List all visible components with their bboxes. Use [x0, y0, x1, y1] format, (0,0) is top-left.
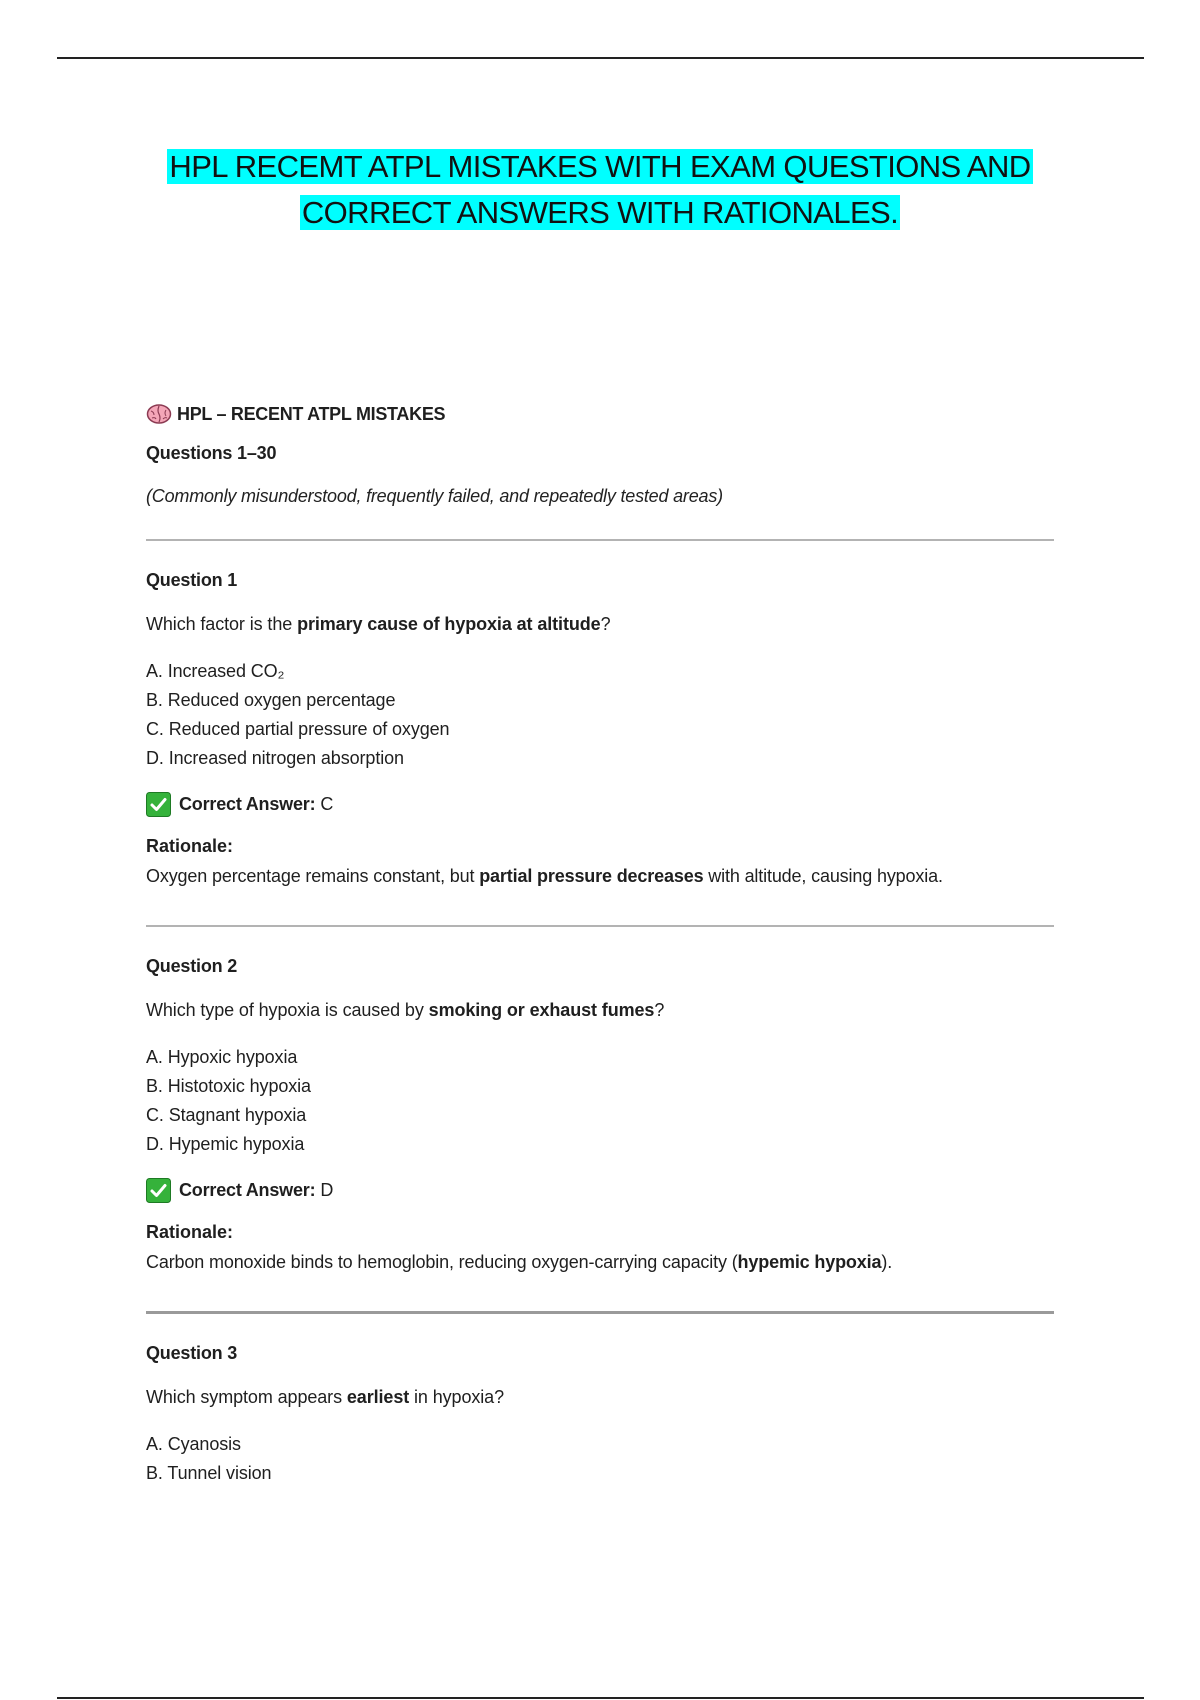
- option-d: D. Increased nitrogen absorption: [146, 748, 404, 768]
- divider: [146, 925, 1054, 927]
- question-label: Question 1: [146, 570, 238, 590]
- question-1: [146, 569, 1056, 889]
- option-b: B. Histotoxic hypoxia: [146, 1076, 311, 1096]
- question-label: Question 2: [146, 956, 238, 976]
- question-text: [146, 999, 1056, 1021]
- rationale-part: ).: [881, 1252, 893, 1272]
- option-c: C. Reduced partial pressure of oxygen: [146, 719, 450, 739]
- section-subtitle: (Commonly misunderstood, frequently failed, and repeatedly tested areas): [146, 486, 723, 506]
- document-title: [0, 144, 1200, 236]
- question-text: [146, 1386, 1056, 1408]
- question-text-part: Which type of hypoxia is caused by: [146, 1000, 429, 1020]
- section-heading-text: HPL – RECENT ATPL MISTAKES: [177, 403, 446, 424]
- question-3: [146, 1342, 1056, 1488]
- question-2: [146, 955, 1056, 1275]
- correct-answer-value: C: [320, 793, 334, 814]
- divider: [146, 1311, 1054, 1314]
- question-text: [146, 613, 1056, 635]
- question-text-emphasis: smoking or exhaust fumes: [428, 1000, 655, 1020]
- rationale-label: Rationale:: [146, 1222, 234, 1242]
- option-a: A. Cyanosis: [146, 1434, 241, 1454]
- document-body: [146, 398, 1056, 1488]
- rationale-emphasis: partial pressure decreases: [479, 866, 704, 886]
- correct-answer-value: D: [320, 1179, 334, 1200]
- correct-answer: [146, 789, 1056, 819]
- option-b: B. Reduced oxygen percentage: [146, 690, 396, 710]
- question-text-part: in hypoxia?: [409, 1387, 504, 1407]
- divider: [146, 539, 1054, 541]
- rationale-label: Rationale:: [146, 836, 234, 856]
- brain-icon: [146, 403, 172, 425]
- section-heading: [146, 398, 1056, 430]
- option-a: A. Increased CO₂: [146, 661, 285, 681]
- answer-options: [146, 657, 1056, 773]
- rationale-text: [146, 863, 1056, 889]
- answer-options: [146, 1043, 1056, 1159]
- rationale-emphasis: hypemic hypoxia: [737, 1252, 882, 1272]
- answer-options: [146, 1430, 1056, 1488]
- rationale-part: Oxygen percentage remains constant, but: [146, 866, 480, 886]
- correct-answer: [146, 1175, 1056, 1205]
- check-mark-icon: [146, 1178, 171, 1203]
- correct-answer-label: Correct Answer:: [179, 793, 316, 814]
- option-c: C. Stagnant hypoxia: [146, 1105, 307, 1125]
- rationale-part: with altitude, causing hypoxia.: [703, 866, 943, 886]
- option-d: D. Hypemic hypoxia: [146, 1134, 305, 1154]
- rationale-text: [146, 1249, 1056, 1275]
- check-mark-icon: [146, 792, 171, 817]
- document-title-line-2: CORRECT ANSWERS WITH RATIONALES.: [301, 195, 899, 230]
- question-text-part: Which factor is the: [146, 614, 298, 634]
- question-text-emphasis: earliest: [346, 1387, 410, 1407]
- question-text-emphasis: primary cause of hypoxia at altitude: [297, 614, 601, 634]
- question-text-part: ?: [600, 614, 611, 634]
- page-top-rule: [57, 57, 1144, 59]
- question-label: Question 3: [146, 1343, 238, 1363]
- question-text-part: ?: [654, 1000, 665, 1020]
- page-bottom-rule: [57, 1697, 1144, 1699]
- question-text-part: Which symptom appears: [146, 1387, 347, 1407]
- question-range: Questions 1–30: [146, 443, 277, 463]
- document-title-line-1: HPL RECEMT ATPL MISTAKES WITH EXAM QUESTIONS AND: [169, 149, 1031, 184]
- rationale-part: Carbon monoxide binds to hemoglobin, reducing oxygen-carrying capacity (: [146, 1252, 738, 1272]
- correct-answer-label: Correct Answer:: [179, 1179, 316, 1200]
- option-a: A. Hypoxic hypoxia: [146, 1047, 298, 1067]
- option-b: B. Tunnel vision: [146, 1463, 272, 1483]
